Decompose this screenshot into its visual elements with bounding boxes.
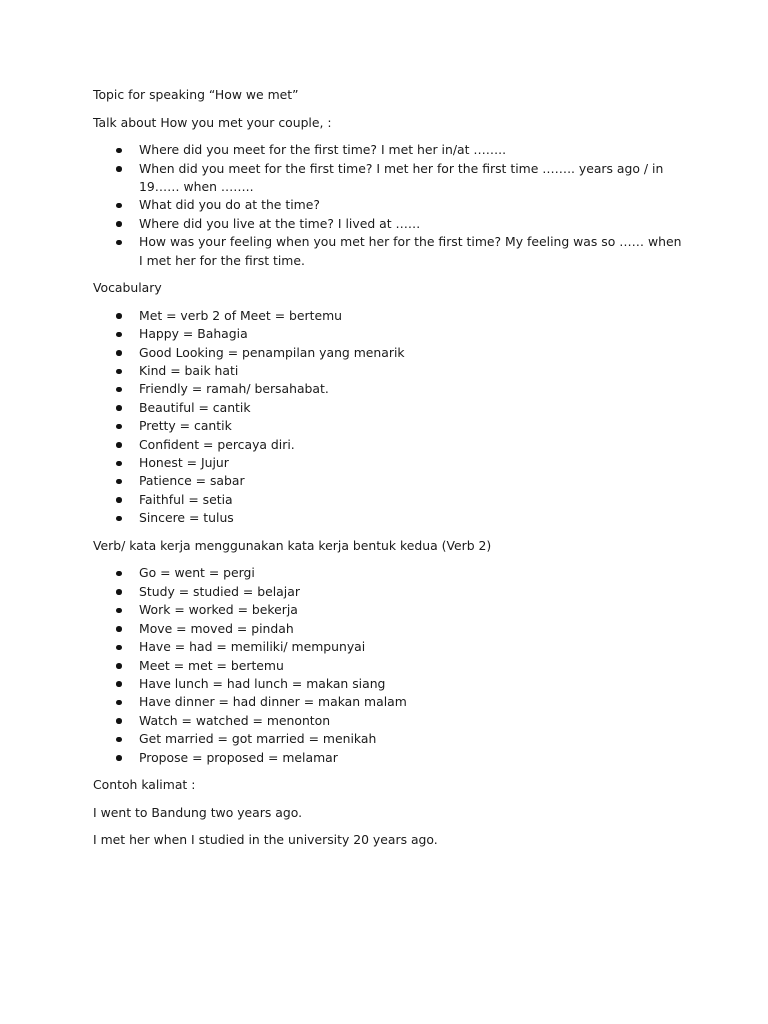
bullet-icon — [116, 608, 122, 614]
bullet-icon — [116, 221, 122, 227]
list-item — [93, 380, 683, 398]
bullet-icon — [116, 516, 122, 522]
list-item — [93, 325, 683, 343]
vocabulary-text: Met = verb 2 of Meet = bertemu — [139, 307, 343, 323]
list-item — [93, 436, 683, 454]
verb-text: Have dinner = had dinner = makan malam — [139, 694, 407, 710]
vocabulary-text: Sincere = tulus — [139, 510, 234, 526]
bullet-icon — [116, 405, 122, 411]
bullet-icon — [116, 424, 122, 430]
topic-title: Topic for speaking “How we met” — [93, 87, 299, 102]
verbs-heading: Verb/ kata kerja menggunakan kata kerja bentuk kedua (Verb 2) — [93, 537, 492, 553]
bullet-icon — [116, 387, 122, 393]
list-item — [93, 509, 683, 527]
bullet-icon — [116, 166, 122, 172]
verb-text: Go = went = pergi — [139, 565, 255, 581]
verb-text: Move = moved = pindah — [139, 620, 294, 636]
bullet-icon — [116, 700, 122, 706]
vocabulary-text: Faithful = setia — [139, 491, 233, 507]
vocabulary-text: Honest = Jujur — [139, 455, 229, 471]
list-item — [93, 620, 683, 638]
bullet-icon — [116, 369, 122, 375]
bullet-icon — [116, 313, 122, 319]
list-item — [93, 693, 683, 711]
vocabulary-text: Happy = Bahagia — [139, 326, 248, 342]
vocabulary-heading: Vocabulary — [93, 280, 162, 296]
list-item — [93, 307, 683, 325]
bullet-icon — [116, 571, 122, 577]
list-item — [93, 233, 683, 270]
question-text: What did you do at the time? — [139, 197, 320, 213]
verb-text: Have lunch = had lunch = makan siang — [139, 675, 386, 691]
vocabulary-text: Good Looking = penampilan yang menarik — [139, 344, 405, 360]
question-text: When did you meet for the first time? I met her for the first time …….. years ago / in 19…… when …….. — [139, 160, 664, 194]
bullet-icon — [116, 737, 122, 743]
bullet-icon — [116, 461, 122, 467]
bullet-icon — [116, 681, 122, 687]
verb-text: Have = had = memiliki/ mempunyai — [139, 639, 366, 655]
verb-text: Get married = got married = menikah — [139, 731, 377, 747]
vocabulary-list — [93, 307, 683, 528]
verbs-list — [93, 564, 683, 766]
list-item — [93, 601, 683, 619]
list-item — [93, 730, 683, 748]
list-item — [93, 675, 683, 693]
list-item — [93, 196, 683, 214]
vocabulary-text: Pretty = cantik — [139, 418, 232, 434]
verb-text: Work = worked = bekerja — [139, 602, 298, 618]
list-item — [93, 657, 683, 675]
verb-text: Study = studied = belajar — [139, 583, 300, 599]
verb-text: Meet = met = bertemu — [139, 657, 284, 673]
list-item — [93, 749, 683, 767]
vocabulary-text: Confident = percaya diri. — [139, 436, 295, 452]
list-item — [93, 564, 683, 582]
bullet-icon — [116, 626, 122, 632]
questions-list — [93, 141, 683, 270]
list-item — [93, 454, 683, 472]
list-item — [93, 472, 683, 490]
list-item — [93, 399, 683, 417]
bullet-icon — [116, 589, 122, 595]
vocabulary-text: Friendly = ramah/ bersahabat. — [139, 381, 329, 397]
list-item — [93, 638, 683, 656]
list-item — [93, 141, 683, 159]
bullet-icon — [116, 497, 122, 503]
bullet-icon — [116, 479, 122, 485]
bullet-icon — [116, 755, 122, 761]
intro-text: Talk about How you met your couple, : — [93, 114, 332, 130]
list-item — [93, 344, 683, 362]
example-sentence: I met her when I studied in the university 20 years ago. — [93, 832, 438, 848]
vocabulary-text: Kind = baik hati — [139, 363, 239, 379]
bullet-icon — [116, 442, 122, 448]
vocabulary-text: Beautiful = cantik — [139, 399, 251, 415]
bullet-icon — [116, 240, 122, 246]
list-item — [93, 215, 683, 233]
list-item — [93, 417, 683, 435]
bullet-icon — [116, 350, 122, 356]
list-item — [93, 712, 683, 730]
question-text: Where did you live at the time? I lived at …… — [139, 215, 421, 231]
bullet-icon — [116, 645, 122, 651]
list-item — [93, 160, 683, 197]
bullet-icon — [116, 148, 122, 154]
examples-heading: Contoh kalimat : — [93, 777, 196, 793]
list-item — [93, 491, 683, 509]
document-page — [93, 86, 683, 859]
example-sentence: I went to Bandung two years ago. — [93, 804, 303, 820]
bullet-icon — [116, 332, 122, 338]
verb-text: Watch = watched = menonton — [139, 712, 331, 728]
question-text: How was your feeling when you met her for the first time? My feeling was so …… when I met her for the first time. — [139, 234, 682, 268]
vocabulary-text: Patience = sabar — [139, 473, 245, 489]
question-text: Where did you meet for the first time? I met her in/at …….. — [139, 142, 507, 158]
bullet-icon — [116, 203, 122, 209]
list-item — [93, 362, 683, 380]
list-item — [93, 583, 683, 601]
verb-text: Propose = proposed = melamar — [139, 749, 338, 765]
bullet-icon — [116, 718, 122, 724]
bullet-icon — [116, 663, 122, 669]
